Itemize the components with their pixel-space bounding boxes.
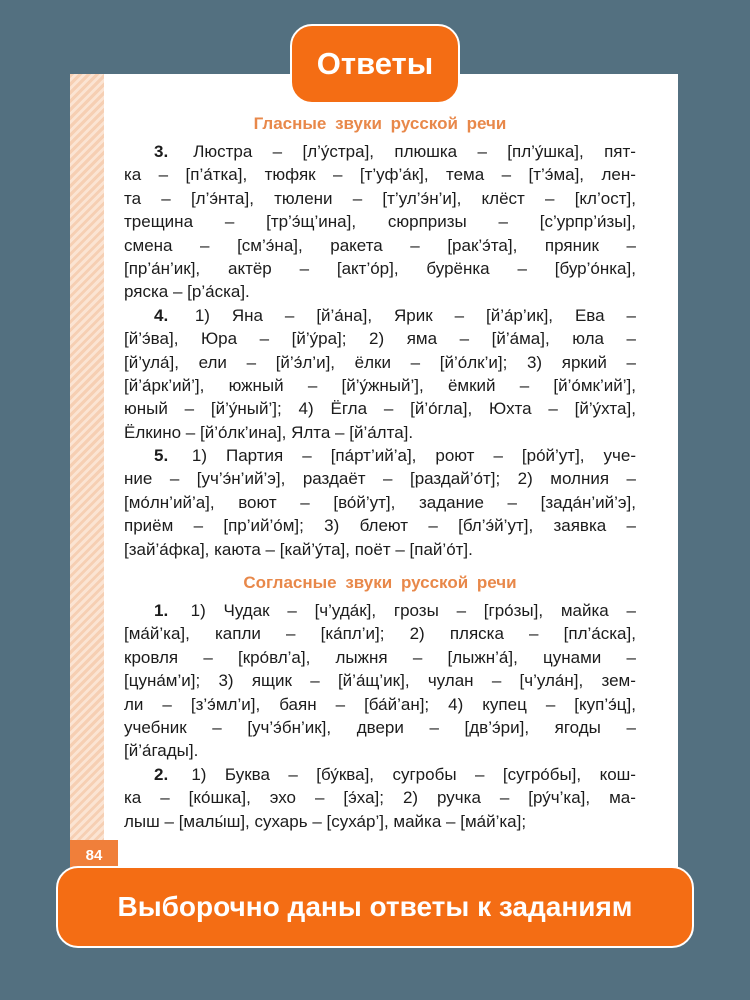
answer-line: [й’ула́], ели – [й’э́л’и], ёлки – [й’о́лк’и]; 3) яркий – [124, 352, 636, 372]
answer-line: ка – [ко́шка], эхо – [э́ха]; 2) ручка – [ру́ч’ка], ма- [124, 788, 636, 808]
answer-line: [ма́й’ка], капли – [ка́пл’и]; 2) пляска – [пл’а́ска], [124, 624, 636, 644]
answer-line: [й’э́ва], Юра – [й’у́ра]; 2) яма – [й’а́ма], юла – [124, 329, 636, 349]
exercise-answer [124, 304, 636, 444]
answer-line: трещина – [тр’э́щ’ина], сюрпризы – [с’урпр’и́зы], [124, 212, 636, 232]
answer-line: [зай’а́фка], каюта – [кай’у́та], поёт – [пай’о́т]. [124, 539, 473, 559]
answer-line: ка – [п’а́тка], тюфяк – [т’уф’а́к], тема – [т’э́ма], лен- [124, 165, 636, 185]
exercise-answer [124, 140, 636, 304]
exercise-number: 4. [154, 305, 169, 325]
exercise-answer [124, 763, 636, 833]
section-title: Согласные звуки русской речи [243, 573, 517, 593]
answer-line: [пр’а́н’ик], актёр – [акт’о́р], бурёнка – [бур’о́нка], [124, 258, 636, 278]
answer-line: юный – [й’у́ный’]; 4) Ёгла – [й’о́гла], Юхта – [й’у́хта], [124, 399, 636, 419]
answer-line: ли – [з’э́мл’и], баян – [ба́й’ан]; 4) купец – [куп’э́ц], [124, 694, 636, 714]
textbook-page [70, 74, 678, 904]
answer-line: [мо́лн’ий’а], воют – [во́й’ут], задание – [зада́н’ий’э], [124, 492, 636, 512]
answer-line: [цуна́м’и]; 3) ящик – [й’а́щ’ик], чулан – [ч’ула́н], зем- [124, 671, 636, 691]
section-title: Гласные звуки русской речи [253, 114, 507, 133]
answer-line: 4. 1) Яна – [й’а́на], Ярик – [й’а́р’ик], Ева – [124, 304, 636, 327]
selected-answers-caption: Выборочно даны ответы к заданиям [56, 866, 694, 948]
decorative-margin-strip [70, 74, 104, 904]
answer-line: [й’а́рк’ий’], южный – [й’у́жный’], ёмкий – [й’о́мк’ий’], [124, 375, 636, 395]
answer-line: лыш – [малы́ш], сухарь – [суха́р’], майка – [ма́й’ка]; [124, 811, 527, 831]
exercise-number: 3. [154, 142, 169, 161]
page-number: 84 [70, 840, 118, 872]
exercise-number: 2. [154, 764, 169, 784]
answer-line: приём – [пр’ий’о́м]; 3) блеют – [бл’э́й’ут], заявка – [124, 516, 636, 536]
answer-line: та – [л’э́нта], тюлени – [т’ул’э́н’и], клёст – [кл’ост], [124, 188, 636, 208]
answers-header-badge: Ответы [290, 24, 460, 104]
answer-line: 1. 1) Чудак – [ч’уда́к], грозы – [гро́зы], майка – [124, 599, 636, 622]
answer-line: [й’а́гады]. [124, 741, 199, 761]
answer-line: 5. 1) Партия – [па́рт’ий’а], роют – [ро́й’ут], уче- [124, 444, 636, 467]
answer-line: ряска – [р’а́ска]. [124, 282, 250, 302]
exercise-number: 5. [154, 446, 169, 466]
exercise-answer [124, 444, 636, 561]
answer-line: ние – [уч’э́н’ий’э], раздаёт – [раздай’о́т]; 2) молния – [124, 469, 636, 489]
answer-line: Ёлкино – [й’о́лк’ина], Ялта – [й’а́лта]. [124, 422, 414, 442]
answer-line: 2. 1) Буква – [бу́ква], сугробы – [сугро́бы], кош- [124, 763, 636, 786]
answer-line: кровля – [кро́вл’а], лыжня – [лыжн’а́], цунами – [124, 647, 636, 667]
answer-line: 3. Люстра – [л’у́стра], плюшка – [пл’у́шка], пят- [124, 140, 636, 163]
answer-line: учебник – [уч’э́бн’ик], двери – [дв’э́ри], ягоды – [124, 717, 636, 737]
exercise-number: 1. [154, 601, 169, 621]
exercise-answer [124, 599, 636, 763]
answer-line: смена – [см’э́на], ракета – [рак’э́та], пряник – [124, 235, 636, 255]
answers-content [124, 112, 636, 833]
